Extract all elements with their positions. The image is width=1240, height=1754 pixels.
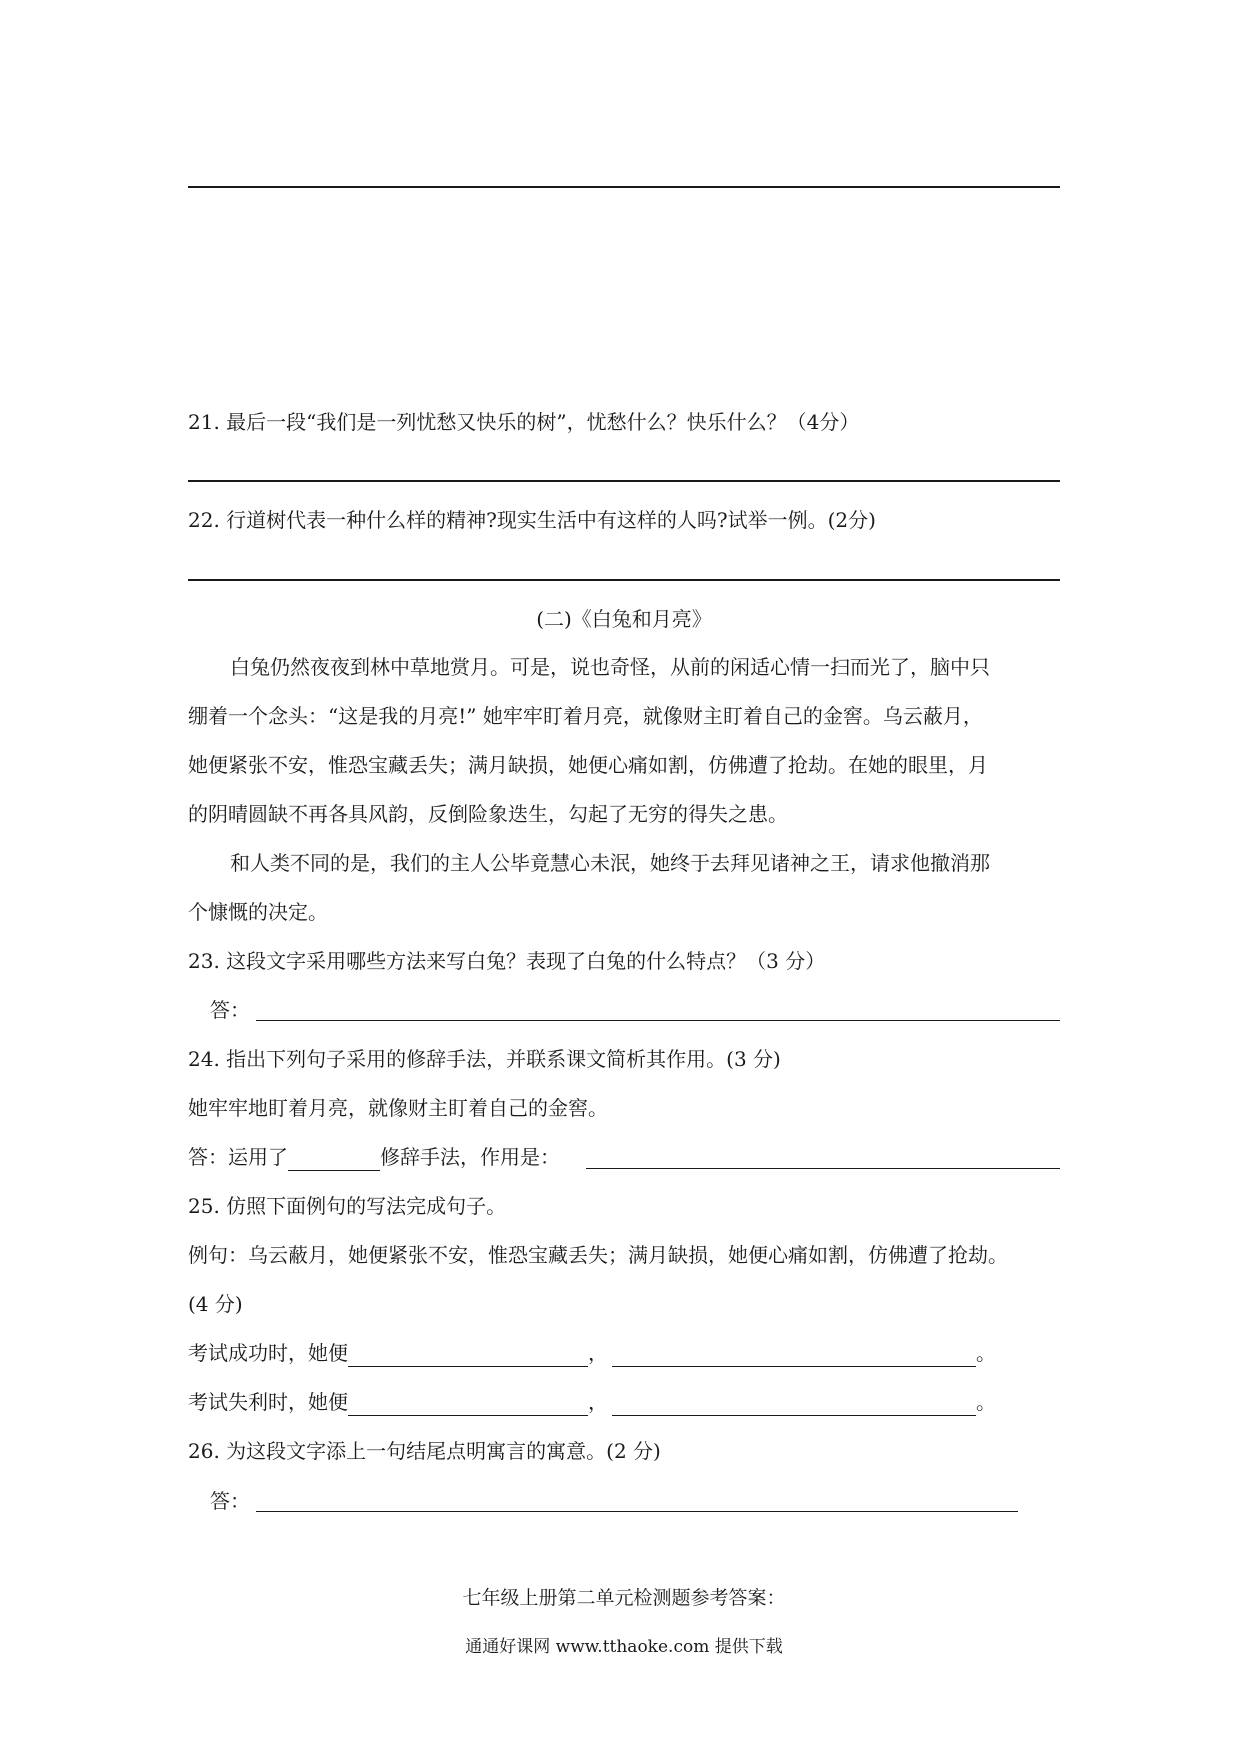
imitation-line-1	[188, 1339, 996, 1367]
period: 。	[976, 1390, 996, 1414]
answer-line-23[interactable]	[256, 1020, 1060, 1021]
footer-text: 通通好课网 www.tthaoke.com 提供下载	[465, 1637, 783, 1657]
answer-line-24[interactable]	[586, 1168, 1060, 1169]
question-24: 24. 指出下列句子采用的修辞手法，并联系课文简析其作用。(3 分)	[188, 1047, 781, 1071]
passage-line: 和人类不同的是，我们的主人公毕竟慧心未泯，她终于去拜见诸神之王，请求他撤消那	[230, 851, 990, 875]
passage-line: 的阴晴圆缺不再各具风韵，反倒险象迭生，勾起了无穷的得失之患。	[188, 802, 788, 826]
imitation-blank[interactable]	[612, 1344, 976, 1367]
answer-24-mid: 修辞手法，作用是：	[380, 1145, 560, 1169]
imitation-line-2	[188, 1388, 996, 1416]
question-25-score: (4 分)	[188, 1292, 243, 1316]
answer-label-26: 答：	[210, 1489, 250, 1513]
passage-line: 绷着一个念头：“这是我的月亮!” 她牢牢盯着月亮，就像财主盯着自己的金窖。乌云蔽月，	[188, 704, 983, 728]
question-26: 26. 为这段文字添上一句结尾点明寓言的寓意。(2 分)	[188, 1439, 661, 1463]
question-25-example: 例句：乌云蔽月，她便紧张不安，惟恐宝藏丢失；满月缺损，她便心痛如割，仿佛遭了抢劫。	[188, 1243, 1008, 1267]
period: 。	[976, 1341, 996, 1365]
imitation-blank[interactable]	[348, 1393, 588, 1416]
answer-label-23: 答：	[210, 998, 250, 1022]
comma: ，	[588, 1390, 608, 1414]
answer-24-prefix: 答：运用了	[188, 1145, 288, 1169]
answer-line-21	[188, 480, 1060, 482]
answer-line-26[interactable]	[256, 1511, 1018, 1512]
comma: ，	[588, 1341, 608, 1365]
question-24-sentence: 她牢牢地盯着月亮，就像财主盯着自己的金窖。	[188, 1096, 608, 1120]
passage-line: 她便紧张不安，惟恐宝藏丢失；满月缺损，她便心痛如割，仿佛遭了抢劫。在她的眼里，月	[188, 753, 988, 777]
question-25: 25. 仿照下面例句的写法完成句子。	[188, 1194, 507, 1218]
question-22: 22. 行道树代表一种什么样的精神?现实生活中有这样的人吗?试举一例。(2分)	[188, 508, 876, 532]
question-21: 21. 最后一段“我们是一列忧愁又快乐的树”，忧愁什么？快乐什么？（4分）	[188, 410, 860, 434]
passage-line: 个慷慨的决定。	[188, 900, 328, 924]
imitation-line-1-label: 考试成功时，她便	[188, 1341, 348, 1365]
rhetoric-blank[interactable]	[288, 1148, 380, 1171]
imitation-blank[interactable]	[348, 1344, 588, 1367]
answer-line-22	[188, 579, 1060, 581]
imitation-line-2-label: 考试失利时，她便	[188, 1390, 348, 1414]
answer-line	[188, 186, 1060, 188]
answer-24	[188, 1143, 560, 1171]
section-title: (二)《白兔和月亮》	[536, 607, 712, 631]
passage-line: 白兔仍然夜夜到林中草地赏月。可是，说也奇怪，从前的闲适心情一扫而光了，脑中只	[230, 655, 990, 679]
imitation-blank[interactable]	[612, 1393, 976, 1416]
answers-heading: 七年级上册第二单元检测题参考答案：	[462, 1587, 786, 1609]
question-23: 23. 这段文字采用哪些方法来写白兔？表现了白兔的什么特点？（3 分）	[188, 949, 826, 973]
